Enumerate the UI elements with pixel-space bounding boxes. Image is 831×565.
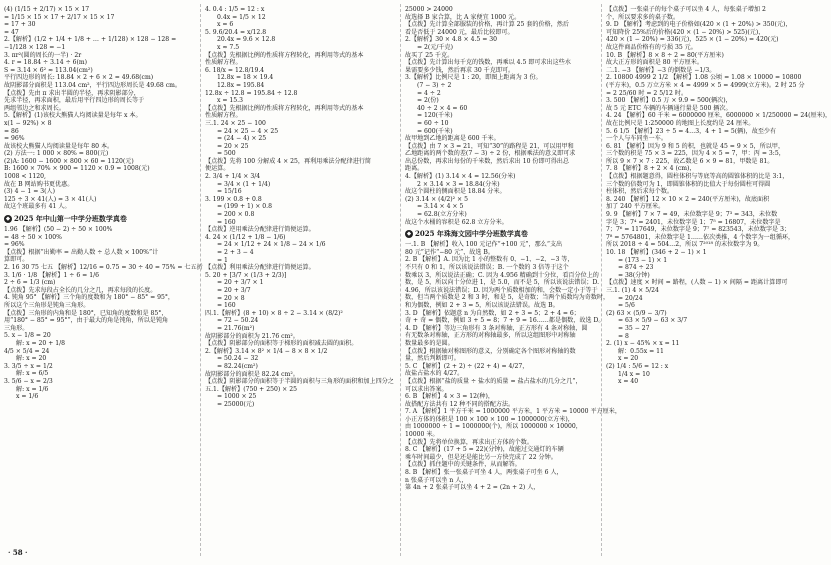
text-line: 4. 24 【解析】60 千米 = 6000000 厘米，6000000 × 1/250000 = 24(厘米)， xyxy=(606,112,831,120)
text-line: 2. (1) x − 45% × x = 11 xyxy=(606,340,680,348)
text-line: 【点拨】根据“盐的质量 ÷ 盐水的质量 = 盐占盐水的几分之几”， xyxy=(405,377,582,385)
text-line: 【点拨】根据题意得，圆柱体积与等底等高的圆锥体积的比是 3:1， xyxy=(606,173,789,181)
column-divider xyxy=(200,4,201,556)
text-line: 4. 0.4 : 1/5 = 12 : x xyxy=(205,6,265,13)
text-line: = 35 − 27 xyxy=(618,324,650,332)
text-line: 解: x = 6/5 xyxy=(16,370,49,378)
text-line: B: 1600 × 70% × 900 = 1120 × 0.9 = 1008(元) xyxy=(4,165,150,173)
text-line: = 2 25/60 时 = 2 5/12 时。 xyxy=(606,89,688,97)
text-line: = 160 xyxy=(217,302,236,310)
text-line: 一.1. B 【解析】收入 100 元记作“+100 元”，那么“支出 xyxy=(405,241,563,249)
text-line: 4.【解析】(1) 3.14 × 4 = 12.56(分米) xyxy=(405,173,516,181)
text-line: (2) 63 × (5/9 − 3/7) xyxy=(606,309,667,317)
text-line: 12.8x = 195.84 xyxy=(217,81,265,89)
text-line: (2) 方法一: 1 000 × 80% = 800(元) xyxy=(4,150,109,158)
text-line: (平方米)，0.5 万立方米 × 4 = 4999 × 5 = 4999(立方米)。2 时 25 分 xyxy=(606,81,805,89)
text-line: = 96% xyxy=(4,135,25,143)
text-line: 4. D 【解析】等边三角形有 3 条对称轴，正方形有 4 条对称轴，圆 xyxy=(405,324,588,332)
text-line: 故 5 元 ETC 车辆的车辆通行量是 500 辆次。 xyxy=(606,104,732,112)
text-line: 所以 9 × 7 × 7 : 225，故乙数是 6 × 9 = 81，甲数是 81。 xyxy=(606,157,774,165)
text-line: = 500 xyxy=(217,150,236,158)
section-title: 2025 年中山第一中学分班数学真卷 xyxy=(14,214,127,224)
text-line: = 17 + 30 xyxy=(4,21,36,29)
text-line: 性质解方程。 xyxy=(205,112,242,120)
section-heading xyxy=(4,214,194,223)
text-line: 【点拨】阴影部分的面积等于半圆的面积与三角形的面积和加上四分之 xyxy=(205,378,394,386)
text-line: 【点拨】先将单位换算，再求出正方体的个数。 xyxy=(405,438,533,446)
text-line: 故阴影部分面积是 113.04 cm²，平行四边形周长是 49.68 cm。 xyxy=(4,81,182,89)
text-line: 3. 3/5 ÷ x = 1/2 xyxy=(4,362,53,370)
text-line: 可知降价 25%后的价格(420 × (1 − 20%) > 525)(元)， xyxy=(606,28,765,36)
text-line: 三.1. 24 × 25 − 100 xyxy=(205,119,266,127)
text-line: = (173 − 1) × 1 xyxy=(618,256,668,264)
text-line: 【点拨】根据“出勤率 = 出勤人数 ÷ 总人数 × 100%”计 xyxy=(4,248,159,256)
text-line: 3. D 【解析】依题意 n 为自然数，如 2 + 3 = 5；2 + 4 = 6； xyxy=(405,309,580,317)
text-line: 7. 8 【解析】8 + 2 × 4 (cm)， xyxy=(606,165,696,173)
text-line: 2.【解析】3.14 × 8² × 1/4 − 8 × 8 × 1/2 xyxy=(205,347,328,355)
section-title: 2025 年珠海文园中学分班数学真卷 xyxy=(415,229,528,239)
column-divider xyxy=(400,4,401,556)
text-line: 3.【解析】比例尺是 1 : 20，即图上距离为 3 份。 xyxy=(405,74,542,82)
text-line: 4/5 × 5/4 = 24 xyxy=(4,347,50,355)
text-line: = 62.8(立方分米) xyxy=(417,211,467,219)
text-line: = 8 xyxy=(618,332,629,340)
text-line: 8. C 【解析】(17 + 5 = 22)(分钟)，故能过交通灯的车辆 xyxy=(405,446,564,454)
text-line: 5.【解析】(1)该校大熊猫人均阅读量是每年 x 本。 xyxy=(4,112,142,120)
text-line: 【点拨】先计算全部服装的价格，再计算 25 套的价格，然后 xyxy=(405,21,569,29)
text-line: 出总份数，再求出每份的千米数，然后求出 10 份即可得出总 xyxy=(405,157,569,165)
text-line: 8. B 【解析】张一张桌子可坐 4 人，两张桌子可坐 6 人， xyxy=(405,469,563,477)
text-line: 2.【解析】(1/2 + 1/4 + 1/8 + … + 1/128) × 128 − 128 = xyxy=(4,36,177,44)
text-line: (3) 4 − 1 = 3(人) xyxy=(4,188,56,196)
text-line: 故阴影部分的面积为 21.76 cm²。 xyxy=(205,332,299,340)
text-line: 故在比例尺是 1:250000 的地图上长度约是 24 厘米。 xyxy=(606,119,755,127)
text-line: 8. 240 【解析】12 × 10 × 2 = 240(平方厘米)，故底面积 xyxy=(606,195,770,203)
text-line: 1.96 【解析】(50 − 2) ÷ 50 × 100% xyxy=(4,226,113,234)
text-line: 3. 5/6 − x = 2/3 xyxy=(4,377,53,385)
text-line: 【点拨】先根据比例的性质将方程转化，再利用等式的基本 xyxy=(205,104,364,112)
text-line: 2 × 3.14 × 3 = 18.84(分米) xyxy=(417,180,500,188)
text-line: 故在 B 网站购书更优惠。 xyxy=(4,180,74,188)
text-line: = 20/24 xyxy=(618,294,643,302)
text-line: = 38(分钟) xyxy=(618,271,650,279)
text-line: 【点拨】抓住题中的关键条件，从而解答。 xyxy=(405,461,521,469)
column-2 xyxy=(205,6,395,554)
section-marker-icon: ◆ xyxy=(406,231,412,238)
text-line: 【点拨】阴影部分的面积等于梯形的面积减去圆的面积。 xyxy=(205,340,358,348)
text-line: 3. 199 × 0.8 + 0.8 xyxy=(205,195,262,203)
text-line: 故这个水桶的容积是 62.8 立方分米。 xyxy=(405,218,508,226)
text-line: = 48 ÷ 50 × 100% xyxy=(4,233,62,241)
text-line: 3. 500 【解析】0.5 万 × 9.9 = 500(辆次)， xyxy=(606,97,732,105)
text-line: 故甲地到乙地的距离是 600 千米。 xyxy=(405,135,500,143)
text-line: 5. 9.6/20.4 = x/12.8 xyxy=(205,28,267,36)
text-line: 2 ÷ 6 = 1/3 (cm) xyxy=(4,279,56,287)
text-line: 有无数条对称轴，正方形的对称轴最多，所以这组图形中对称轴 xyxy=(405,332,576,340)
text-line: (7 − 3) ÷ 2 xyxy=(417,81,452,89)
text-line: 故阴影部分的面积是 82.24 cm²。 xyxy=(205,370,299,378)
text-line: = 21.76(m²) xyxy=(217,324,255,332)
text-line: S = 3.14 × 6² ≈ 113.04(cm²) xyxy=(4,66,93,74)
text-line: 6. 81 【解析】因为 9 和 5 的积，也就是 45 = 9 × 5，所以甲， xyxy=(606,142,785,150)
column-4 xyxy=(606,6,831,554)
text-line: 12.8x ÷ 12.8 = 195.84 ÷ 12.8 xyxy=(205,89,298,97)
text-line: = 72 − 50.24 xyxy=(217,317,259,325)
text-line: 【点拨】一张桌子的每个桌子可以坐 4 人，每张桌子增加 2 xyxy=(606,6,766,13)
page-number: · 58 · xyxy=(8,548,28,557)
text-line: 20.4x = 9.6 × 12.8 xyxy=(217,36,276,44)
text-line: 7. A 【解析】1 平方千米 = 1000000 平方米，1 平方米 = 10000 平方厘米， xyxy=(405,408,621,416)
text-line: = 60 ÷ 10 xyxy=(417,119,449,127)
text-line: 柱体积，然后求每个数。 xyxy=(606,188,674,196)
text-line: = 2 + 3 − 4 xyxy=(217,249,254,256)
text-line: 【点拨】三角形的内角和是 180°，已知角的度数和是 85°， xyxy=(4,309,168,317)
text-line: 平行四边形的周长: 18.84 × 2 + 6 × 2 = 49.68(cm) xyxy=(4,74,154,82)
text-line: 12.8x = 18 × 19.4 xyxy=(217,74,274,82)
text-line: 2. B 【解析】A. 因为比 1 小的整数有 0、−1、−2、−3 等， xyxy=(405,256,574,264)
text-line: = 50.24 − 32 xyxy=(217,355,259,363)
text-line: 小正方体的体积是 100 × 100 × 100 = 1000000(立方米)， xyxy=(405,415,574,423)
text-line: = 25000(元) xyxy=(217,400,255,408)
text-line: 2.【解析】30 × 4.8 × 4.5 = 30 xyxy=(405,36,498,44)
text-line: = 3/4 × (1 + 1/4) xyxy=(217,180,271,188)
text-line: 40 ÷ 2 × 4 = 60 xyxy=(417,104,468,112)
text-line: = 2(元/千克) xyxy=(417,43,454,51)
text-line: 故选择 B 家合算，比 A 家便宜 1000 元。 xyxy=(405,13,521,21)
text-line: = 15/16 xyxy=(217,188,242,196)
text-line: 3. 1/6 · 1/8 【解析】1 ÷ 6 = 1/6 xyxy=(4,271,100,279)
text-line: 【点拨】利用乘法分配律进行简便运算。 xyxy=(205,264,315,272)
text-line: 故盐占盐水的 4/27。 xyxy=(405,370,464,378)
text-line: 125 ÷ 3 × 41(人) = 3 × 41(人) xyxy=(4,195,97,203)
text-line: 果需要多少钱，然后再求 30 千克即可。 xyxy=(405,66,515,74)
text-line: 乙地距离的两个数的差(7 − 3) ÷ 2 份，根据乘法的意义即可求 xyxy=(405,150,576,158)
text-line: (2)A: 1600 − 1600 × 800 × 60 = 1120(元) xyxy=(4,157,134,165)
text-line: 【点拨】先由 π 求出半圆的半径，再求阴影部分， xyxy=(4,89,140,97)
text-line: x = 6 xyxy=(217,21,234,29)
text-line: x(1 − 92%) × 8 xyxy=(4,119,52,127)
text-line: 解: x = 20 + 1/8 xyxy=(16,339,66,347)
text-line: = 3.14 × 4 × 5 xyxy=(417,203,464,211)
text-line: 性质解方程。 xyxy=(205,59,242,67)
column-divider xyxy=(601,4,602,556)
text-line: 奇 + 奇 = 偶数，例如 3 + 5 = 8；7 + 9 = 16……都是偶数，故选 D。 xyxy=(405,317,605,325)
text-line: = 1/15 × 15 × 17 + 2/17 × 15 × 17 xyxy=(4,13,115,21)
text-line: 看是否低于 24000 元，最后比较即可。 xyxy=(405,28,514,36)
text-line: 4.96，所以该说法错误；D. 因为两个质数相加的和，会数一定小于等于 xyxy=(405,286,598,294)
text-line: = 24 × 1/12 + 24 × 1/8 − 24 × 1/6 xyxy=(217,241,326,249)
text-line: 三个数的倍数可为 1，即圆锥体积的比值大于每份圆柱可得圆 xyxy=(606,180,771,188)
text-line: 第 4n + 2 张桌子可以坐 4 + 2 = (2n + 2) 人， xyxy=(405,484,540,492)
text-line: = 874 ÷ 23 xyxy=(618,264,654,272)
text-line: 【点拨】先计算出每千克的钱数，再乘以 4.5 即可求出这些水 xyxy=(405,59,571,67)
text-line: −1/128 × 128 = −1 xyxy=(4,43,66,51)
text-line: 5. 20 + [3/7 × (1/3 + 2/3)] xyxy=(205,271,287,279)
text-line: 由 1000000 ÷ 1 = 1000000(个)，所以 1000000 × 10000， xyxy=(405,423,582,431)
text-line: 80 元”记作“−80 元”，故选 B。 xyxy=(405,248,494,256)
text-line: 二.1. −3 【解析】−3 的倒数是 −1/3。 xyxy=(606,66,716,74)
text-line: 便运算。 xyxy=(205,165,230,173)
column-3 xyxy=(405,6,621,554)
text-line: 故搭配方法共有 12 种不同的搭配方法。 xyxy=(405,400,515,408)
text-line: 420 × (1 − 20%) = 336(元)，525 × (1 − 20%) = 420(元) xyxy=(606,36,779,44)
text-line: 故这个班最多有 41 人。 xyxy=(4,203,71,211)
text-line: 10. B 【解析】8 × 8 ÷ 2 = 80(平方厘米) xyxy=(606,51,724,59)
text-line: 字是 3；7⁴ = 2401，未位数字是 1；7⁵ = 16807，未位数字是 xyxy=(606,218,781,226)
text-line: n 张桌子可以坐 n 人， xyxy=(405,476,468,484)
text-line: = 47 xyxy=(4,28,19,36)
text-line: = 20 + 3/7 xyxy=(217,286,251,294)
text-line: 用“180° − 85° = 95°”，由于最大的角是钝角，所以是钝角 xyxy=(4,317,169,325)
text-line: x = 20 xyxy=(618,355,639,363)
text-line: (4) (1/15 + 2/17) × 15 × 17 xyxy=(4,6,90,13)
text-line: x = 1/6 xyxy=(16,393,39,401)
text-line: 2. 3/4 + 1/4 × 3/4 xyxy=(205,173,261,181)
text-line: = (24 − 4) × 25 xyxy=(217,135,267,143)
text-line: 5. 6 1/5 【解析】23 ÷ 5 = 4…3，4 + 1 = 5(辆)，故至少有 xyxy=(606,127,777,135)
text-line: x = 40 xyxy=(618,378,639,386)
text-line: 1/4 x = 10 xyxy=(618,370,650,378)
text-line: 【点拨】逆用乘法分配律进行简便运算。 xyxy=(205,226,315,234)
text-line: = 1 xyxy=(217,256,228,264)
text-line: 4. 24 × (1/12 + 1/8 − 1/6) xyxy=(205,233,286,241)
text-line: 【点拨】先将 100 分解成 4 × 25，再利用乘法分配律进行简 xyxy=(205,157,372,165)
text-line: 三个数的积是 75 × 3 = 225，因为 4 × 5 = 7，甲：丙 = 3:5， xyxy=(606,150,785,158)
text-line: 距离。 xyxy=(405,165,424,173)
text-line: 故该校大熊猫人均阅读量是每年 80 本。 xyxy=(4,142,114,150)
text-line: 6. B 【解析】4 × 3 = 12(种)， xyxy=(405,393,494,401)
text-line: = (199 + 1) × 0.8 xyxy=(217,203,272,211)
text-line: 10000 米。 xyxy=(405,431,439,439)
text-line: x ≈ 7.5 xyxy=(217,43,240,51)
column-1 xyxy=(4,6,203,554)
text-line: 7⁸ = 5764801，未位数字是 1……依次类推，4 个数字为一组循环， xyxy=(606,233,795,241)
text-line: 【点拨】先求每段占全长的几分之几，再求每段的长度。 xyxy=(4,286,157,294)
text-line: 9. D 【解析】考虑到的电子价格如(420 × (1 + 20%) > 350(元)， xyxy=(606,21,792,29)
text-line: = 86 xyxy=(4,127,19,135)
text-line: = 24 × 25 − 4 × 25 xyxy=(217,127,279,135)
text-line: 可以求出答案。 xyxy=(405,385,448,393)
text-line: 0.4x = 1/5 × 12 xyxy=(217,13,266,21)
text-line: 五.1.【解析】(750 + 250) × 25 xyxy=(205,385,297,393)
text-line: 4. r = 18.84 ÷ 3.14 ÷ 6(m) xyxy=(4,59,88,67)
text-line: 故大正方形的面积是 80 平方厘米。 xyxy=(606,59,703,67)
text-line: 25000 > 24000 xyxy=(405,6,453,13)
section-marker-icon: ◆ xyxy=(5,216,11,223)
text-line: 解: x = 1/6 xyxy=(16,385,49,393)
text-line: = 200 × 0.8 xyxy=(217,211,255,219)
text-line: (2) 3.14 × (4/2)² × 5 xyxy=(405,195,468,203)
text-line: 故这个圆柱的侧面积是 18.84 分米。 xyxy=(405,188,506,196)
text-line: 四.1.【解析】(8 + 10) × 8 ÷ 2 − 3.14 × (8/2)² xyxy=(205,309,343,317)
text-line: (2) 1/4 : 5/6 = 12 : x xyxy=(606,362,669,370)
text-line: 故买了 25 千克。 xyxy=(405,51,454,59)
text-line: = 5/6 xyxy=(618,302,635,310)
text-line: 所以这个三角形是钝角三角形。 xyxy=(4,301,90,309)
text-line: 解: x = 20 xyxy=(16,355,47,363)
text-line: 5. x − 1/8 = 20 xyxy=(4,332,51,340)
text-line: 数乘以 3，所以说法正确；C. 因为 4.956 精确到十分位，看百分位上的 xyxy=(405,271,599,279)
text-line: 1008 < 1120, xyxy=(4,173,46,181)
text-line: 数，但当两个质数是 2 和 3 时，和是 5，是奇数；当两个质数均为奇数时， xyxy=(405,294,610,302)
text-line: 2. 10800 4999 2 1/2 【解析】1.08 公顷 = 1.08 × 10000 = 10800 xyxy=(606,74,802,82)
text-line: x = 15.3 xyxy=(217,97,243,105)
text-line: 和为偶数，例如 2 + 3 = 5，所以该说法错误。故选 B。 xyxy=(405,301,559,309)
text-line: 两组邻边之和求周长。 xyxy=(4,104,65,112)
text-line: 量，然后判断即可。 xyxy=(405,355,460,363)
text-line: 解：0.55x = 11 xyxy=(618,347,664,355)
text-line: 【点拨】先根据比例的性质将方程转化，再利用等式的基本 xyxy=(205,51,364,59)
text-line: 加了 240 平方厘米。 xyxy=(606,203,665,211)
text-line: 三角形。 xyxy=(4,324,29,332)
text-line: 故这件商品价格有的亏损 35 元。 xyxy=(606,43,697,51)
text-line: = 82.24(cm²) xyxy=(217,362,258,370)
text-line: = 600(千米) xyxy=(417,127,453,135)
text-line: = 20 + 3/7 × 1 xyxy=(217,279,264,287)
section-heading xyxy=(405,229,595,238)
text-line: 乘车时间最少，但是还是能比另一方快完成了 22 分钟。 xyxy=(405,453,557,461)
text-line: 10. 18 【解析】(346 + 2 − 1) × 1 xyxy=(606,249,707,256)
text-line: 不只有 0 和 1，所以该说法错误；B. 一个数的 3 倍等于这个 xyxy=(405,264,569,271)
text-line: = 4 ÷ 2 xyxy=(417,89,441,97)
text-line: 数量最多的是圆。 xyxy=(405,339,454,347)
text-line: = 20 × 25 xyxy=(217,142,249,150)
text-line: 三.1. (1) 4 × 5/24 xyxy=(606,286,659,294)
text-line: 个，所以要求多的桌子数。 xyxy=(606,13,680,21)
text-line: = 160 xyxy=(217,218,236,226)
text-line: = 120(千米) xyxy=(417,112,453,120)
text-line: 【点拨】根据轴对称图形的意义，分别确定各个图形对称轴的数 xyxy=(405,347,576,355)
text-line: = 1000 × 25 xyxy=(217,393,257,401)
text-line: 先求半径，再求面积，最后用平行四边形的周长等于 xyxy=(4,97,145,105)
text-line: 所以 2018 ÷ 4 = 504…2，所以 7²⁰¹⁸ 的末位数字为 9。 xyxy=(606,241,764,249)
text-line: 算即可。 xyxy=(4,256,29,264)
text-line: 5. C 【解析】(2 + 2) ÷ (22 + 4) = 4/27， xyxy=(405,362,529,370)
text-line: 数，是 5，所以向十分位进 1，是 5.0，而不是 5，所以该说法错误；D. xyxy=(405,279,600,287)
text-line: 9. 9 【解析】7 × 7 = 49，未位数字是 9；7³ = 343，未位数 xyxy=(606,211,778,219)
text-line: 3. πr²(圆的周长的一半) · 2r xyxy=(4,51,82,59)
text-line: = 2(份) xyxy=(417,97,439,105)
text-line: = 20 × 8 xyxy=(217,294,245,302)
text-line: 4. 钝角 95° 【解析】三个角的度数和为 180° − 85° = 95°， xyxy=(4,294,175,302)
text-line: 【点拨】由 7 × 3 = 21，可知“30”的路程是 21，可以用甲和 xyxy=(405,142,574,150)
text-line: = 96% xyxy=(4,241,25,249)
text-line: 【点拨】速度 × 时间 = 路程，(人数 − 1) × 间隔 = 距离计算即可 xyxy=(606,279,788,287)
text-line: 一个人与车同坐一车。 xyxy=(606,135,667,143)
text-line: 6. 18/x = 12.8/19.4 xyxy=(205,66,265,74)
text-line: = 63 × 5/9 − 63 × 3/7 xyxy=(618,317,688,325)
text-line: 2. 16 30 75 七五 【解析】12/16 = 0.75 = 30 ÷ 40 = 75% = 七五折 xyxy=(4,264,203,271)
text-line: 7；7⁶ = 117649，未位数字是 9；7⁷ = 823543，未位数字是 3； xyxy=(606,226,791,234)
